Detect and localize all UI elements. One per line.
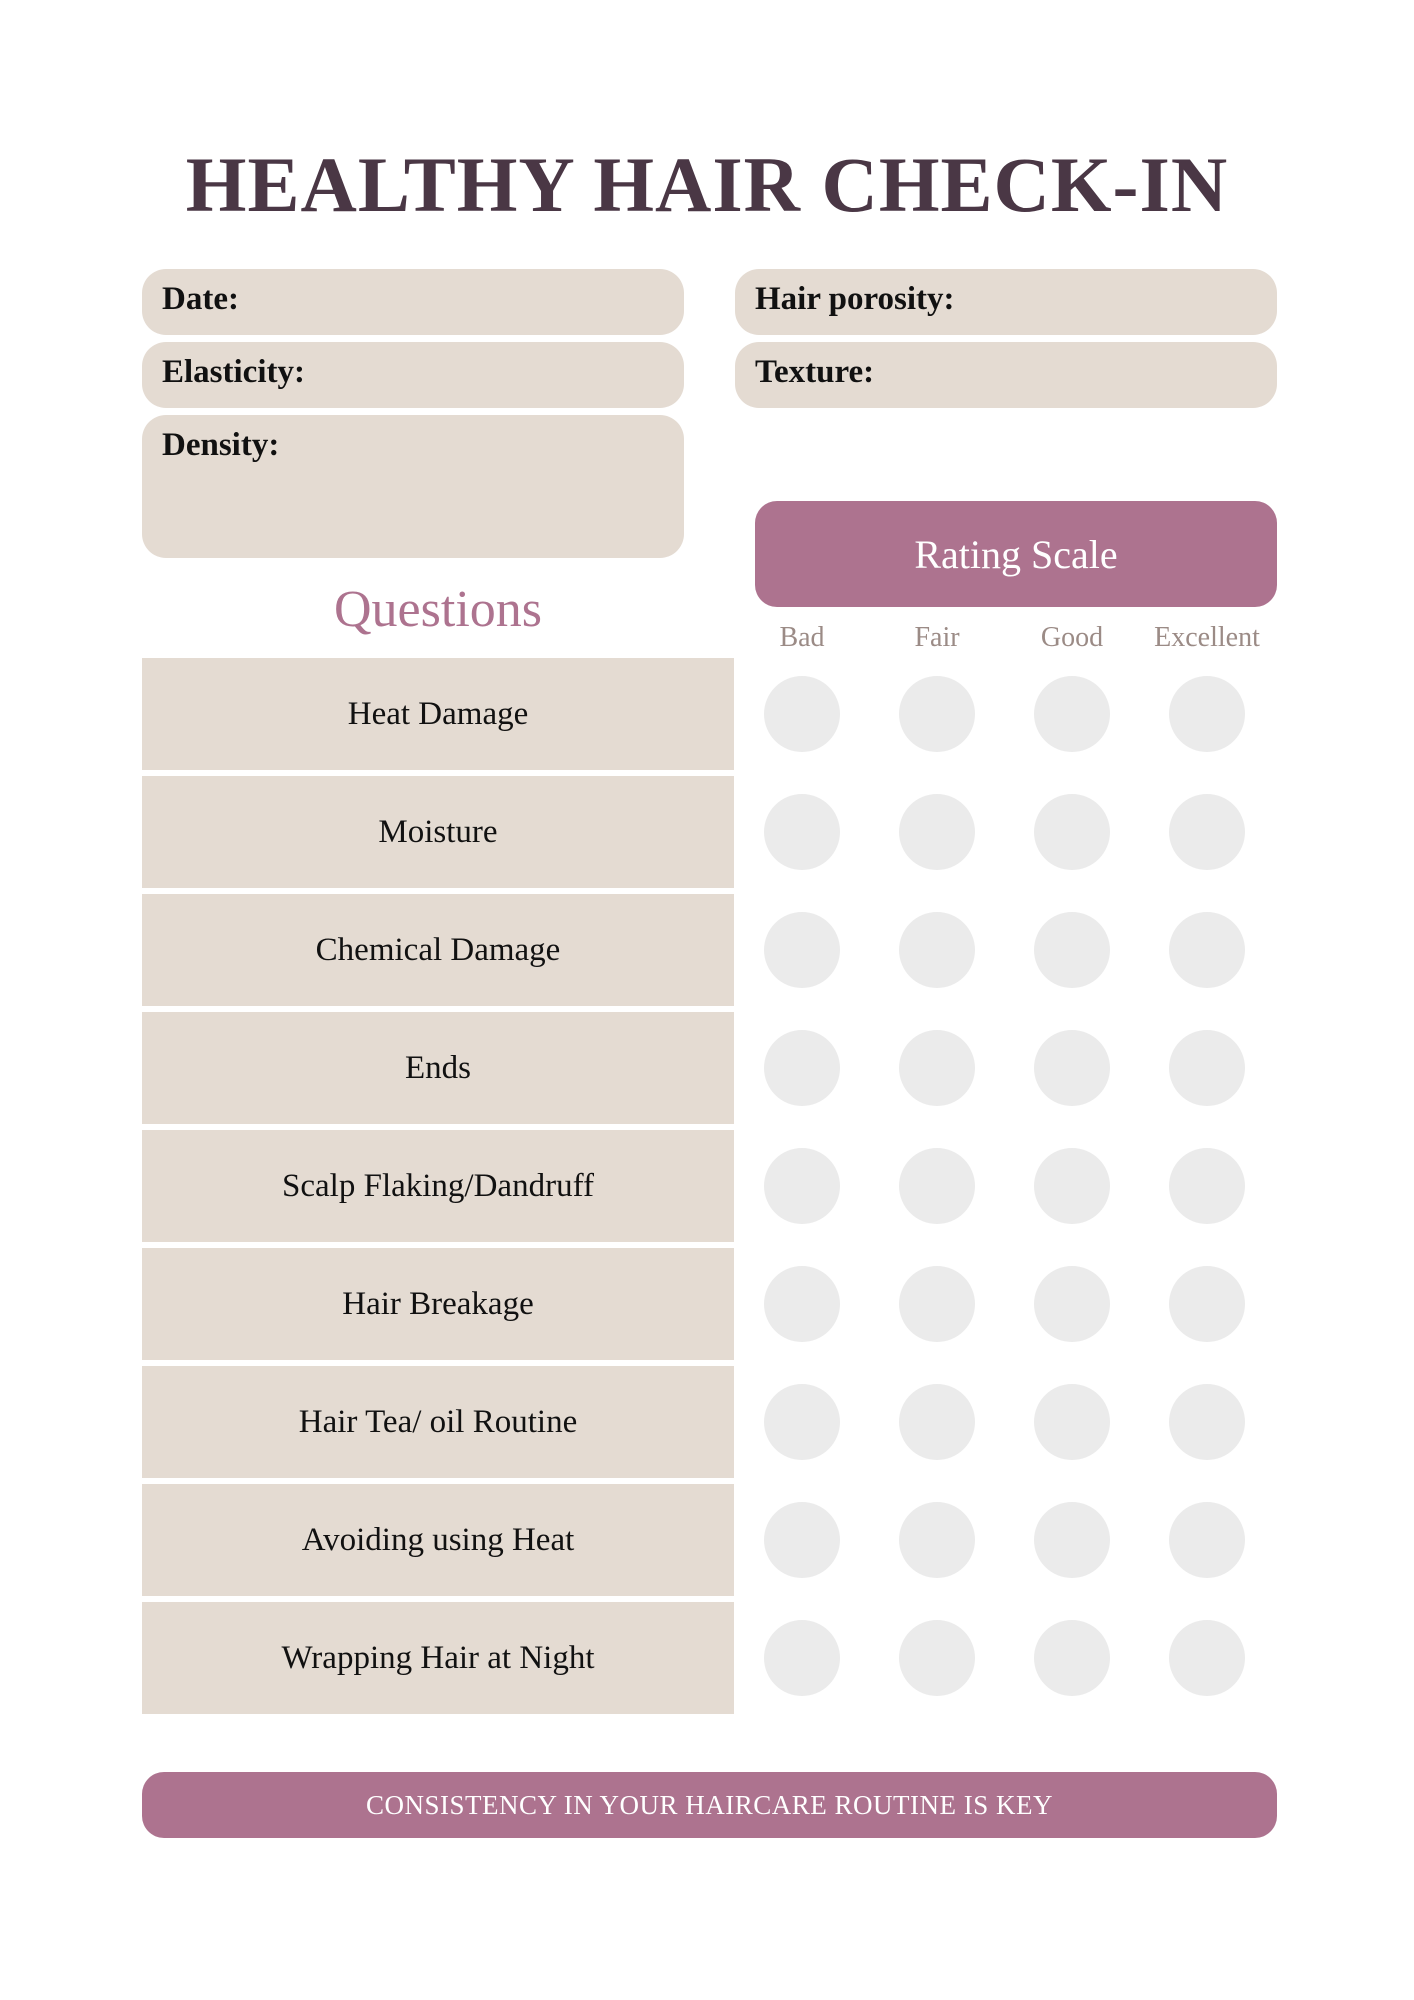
rating-circle-bad[interactable]: [764, 1266, 840, 1342]
texture-field[interactable]: Texture:: [735, 342, 1277, 408]
rating-circle-fair[interactable]: [899, 1148, 975, 1224]
rating-circle-bad[interactable]: [764, 1620, 840, 1696]
scale-label-good: Good: [1040, 622, 1104, 653]
rating-circle-bad[interactable]: [764, 1502, 840, 1578]
rating-circle-fair[interactable]: [899, 794, 975, 870]
rating-circle-good[interactable]: [1034, 1620, 1110, 1696]
rating-circle-excellent[interactable]: [1169, 1148, 1245, 1224]
question-row: Avoiding using Heat: [142, 1484, 734, 1596]
rating-circle-good[interactable]: [1034, 1266, 1110, 1342]
questions-heading: Questions: [334, 581, 542, 638]
question-row: Moisture: [142, 776, 734, 888]
rating-circle-good[interactable]: [1034, 676, 1110, 752]
hair-porosity-field[interactable]: Hair porosity:: [735, 269, 1277, 335]
rating-circle-good[interactable]: [1034, 912, 1110, 988]
rating-circle-good[interactable]: [1034, 1148, 1110, 1224]
question-row: Hair Breakage: [142, 1248, 734, 1360]
question-row: Heat Damage: [142, 658, 734, 770]
rating-circle-excellent[interactable]: [1169, 912, 1245, 988]
question-row: Chemical Damage: [142, 894, 734, 1006]
date-field[interactable]: Date:: [142, 269, 684, 335]
rating-circle-excellent[interactable]: [1169, 1266, 1245, 1342]
rating-circle-excellent[interactable]: [1169, 794, 1245, 870]
rating-circle-excellent[interactable]: [1169, 1502, 1245, 1578]
rating-circle-good[interactable]: [1034, 1502, 1110, 1578]
density-field[interactable]: Density:: [142, 415, 684, 558]
rating-circle-good[interactable]: [1034, 1030, 1110, 1106]
scale-label-fair: Fair: [914, 622, 960, 653]
rating-circle-fair[interactable]: [899, 1502, 975, 1578]
rating-circle-bad[interactable]: [764, 794, 840, 870]
rating-circle-fair[interactable]: [899, 1030, 975, 1106]
elasticity-field[interactable]: Elasticity:: [142, 342, 684, 408]
rating-circle-bad[interactable]: [764, 676, 840, 752]
rating-circle-bad[interactable]: [764, 1030, 840, 1106]
question-row: Hair Tea/ oil Routine: [142, 1366, 734, 1478]
rating-circle-excellent[interactable]: [1169, 1030, 1245, 1106]
rating-circle-excellent[interactable]: [1169, 676, 1245, 752]
rating-circle-fair[interactable]: [899, 912, 975, 988]
question-row: Wrapping Hair at Night: [142, 1602, 734, 1714]
rating-circle-bad[interactable]: [764, 1148, 840, 1224]
rating-circle-good[interactable]: [1034, 1384, 1110, 1460]
rating-circle-excellent[interactable]: [1169, 1384, 1245, 1460]
rating-circle-bad[interactable]: [764, 1384, 840, 1460]
page-title: HEALTHY HAIR CHECK-IN: [185, 141, 1229, 228]
question-row: Ends: [142, 1012, 734, 1124]
scale-label-bad: Bad: [779, 622, 825, 653]
rating-circle-fair[interactable]: [899, 1620, 975, 1696]
rating-circle-fair[interactable]: [899, 1266, 975, 1342]
rating-scale-header: Rating Scale: [755, 501, 1277, 607]
rating-circle-fair[interactable]: [899, 1384, 975, 1460]
rating-circle-excellent[interactable]: [1169, 1620, 1245, 1696]
scale-label-excellent: Excellent: [1154, 622, 1260, 653]
question-row: Scalp Flaking/Dandruff: [142, 1130, 734, 1242]
rating-circle-fair[interactable]: [899, 676, 975, 752]
footer-banner: CONSISTENCY IN YOUR HAIRCARE ROUTINE IS KEY: [142, 1772, 1277, 1838]
rating-circle-bad[interactable]: [764, 912, 840, 988]
rating-circle-good[interactable]: [1034, 794, 1110, 870]
